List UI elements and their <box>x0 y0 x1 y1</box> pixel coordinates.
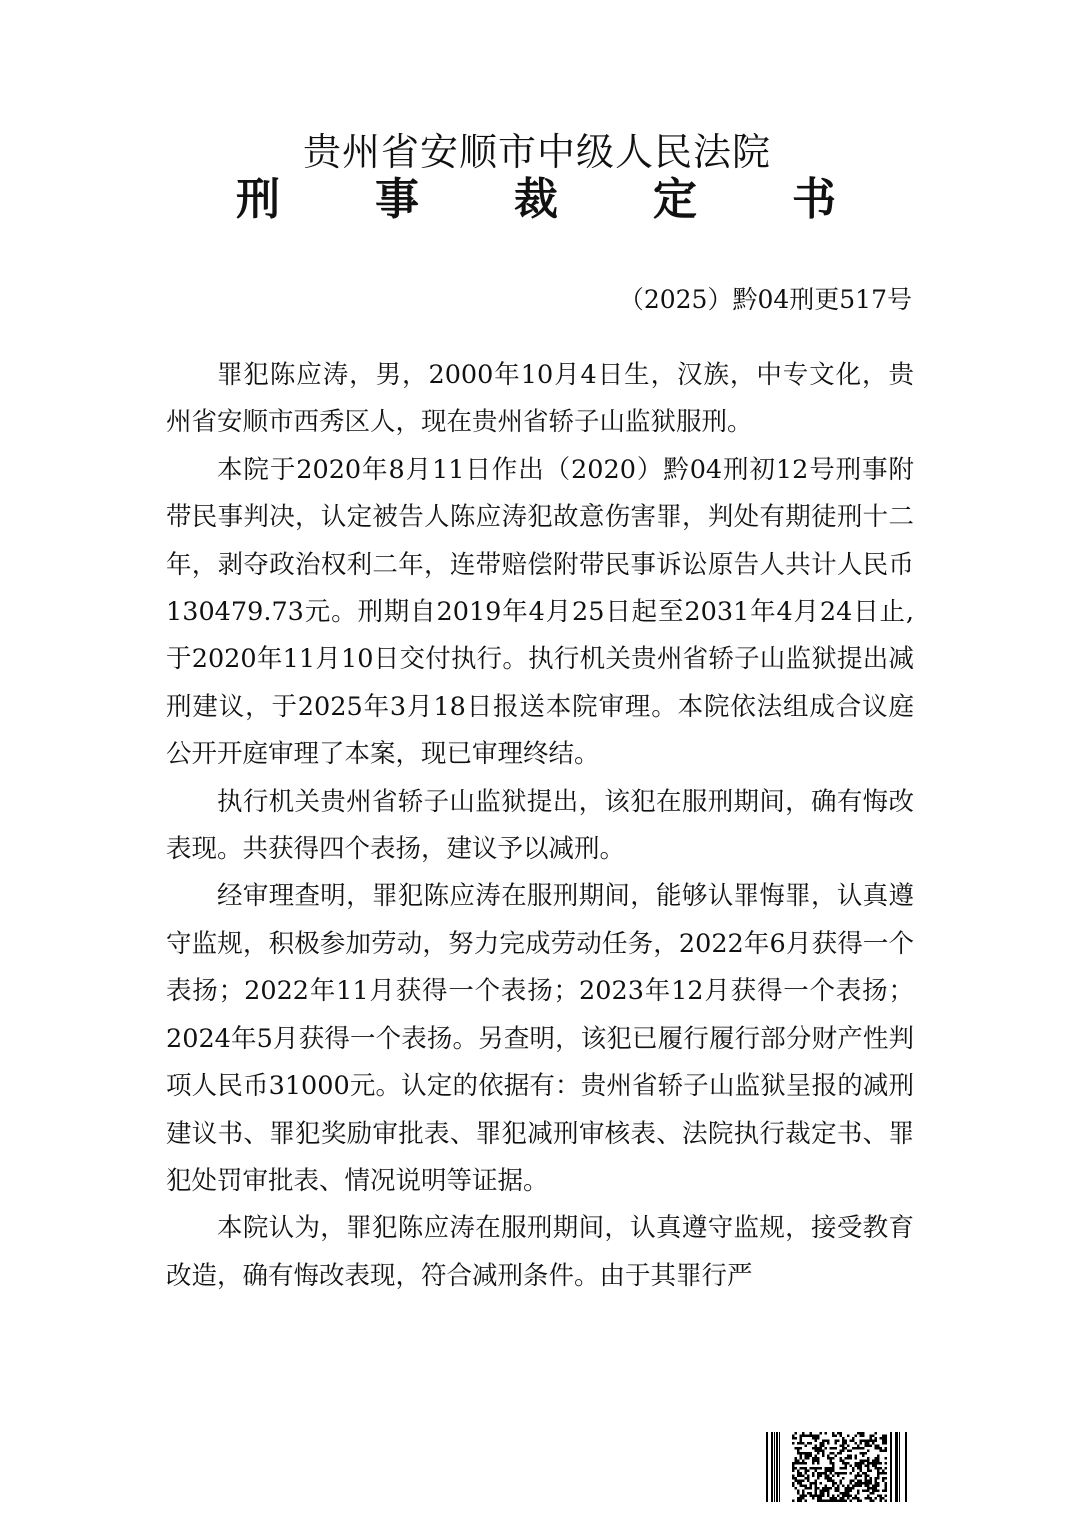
document-body <box>166 352 914 1300</box>
paragraph-findings: 经审理查明，罪犯陈应涛在服刑期间，能够认罪悔罪，认真遵守监规，积极参加劳动，努力完成劳动任务，2022年6月获得一个表扬；2022年11月获得一个表扬；2023年12月获得一个表扬；2024年5月获得一个表扬。另查明，该犯已履行履行部分财产性判项人民币31000元。认定的依据有：贵州省轿子山监狱呈报的减刑建议书、罪犯奖励审批表、罪犯减刑审核表、法院执行裁定书、罪犯处罚审批表、情况说明等证据。 <box>166 881 914 1196</box>
title-char: 书 <box>792 174 836 225</box>
paragraph-court-opinion: 本院认为，罪犯陈应涛在服刑期间，认真遵守监规，接受教育改造，确有悔改表现，符合减刑条件。由于其罪行严 <box>166 1213 914 1291</box>
paragraph-prison-proposal: 执行机关贵州省轿子山监狱提出，该犯在服刑期间，确有悔改表现。共获得四个表扬，建议予以减刑。 <box>166 786 914 865</box>
court-name: 贵州省安顺市中级人民法院 <box>302 130 771 174</box>
document-title <box>236 172 836 228</box>
title-char: 事 <box>375 174 419 225</box>
title-char: 裁 <box>514 174 558 225</box>
case-number: （2025）黔04刑更517号 <box>618 285 912 314</box>
title-char: 刑 <box>236 174 280 225</box>
paragraph-defendant-info: 罪犯陈应涛，男，2000年10月4日生，汉族，中专文化，贵州省安顺市西秀区人，现在贵州省轿子山监狱服刑。 <box>166 360 914 438</box>
paragraph-original-judgment: 本院于2020年8月11日作出（2020）黔04刑初12号刑事附带民事判决，认定被告人陈应涛犯故意伤害罪，判处有期徒刑十二年，剥夺政治权利二年，连带赔偿附带民事诉讼原告人共计人民币130479.73元。刑期自2019年4月25日起至2031年4月24日止,于2020年11月10日交付执行。执行机关贵州省轿子山监狱提出减刑建议，于2025年3月18日报送本院审理。本院依法组成合议庭公开开庭审理了本案，现已审理终结。 <box>166 454 914 770</box>
qr-barcode-icon <box>766 1432 912 1502</box>
title-char: 定 <box>653 174 697 225</box>
